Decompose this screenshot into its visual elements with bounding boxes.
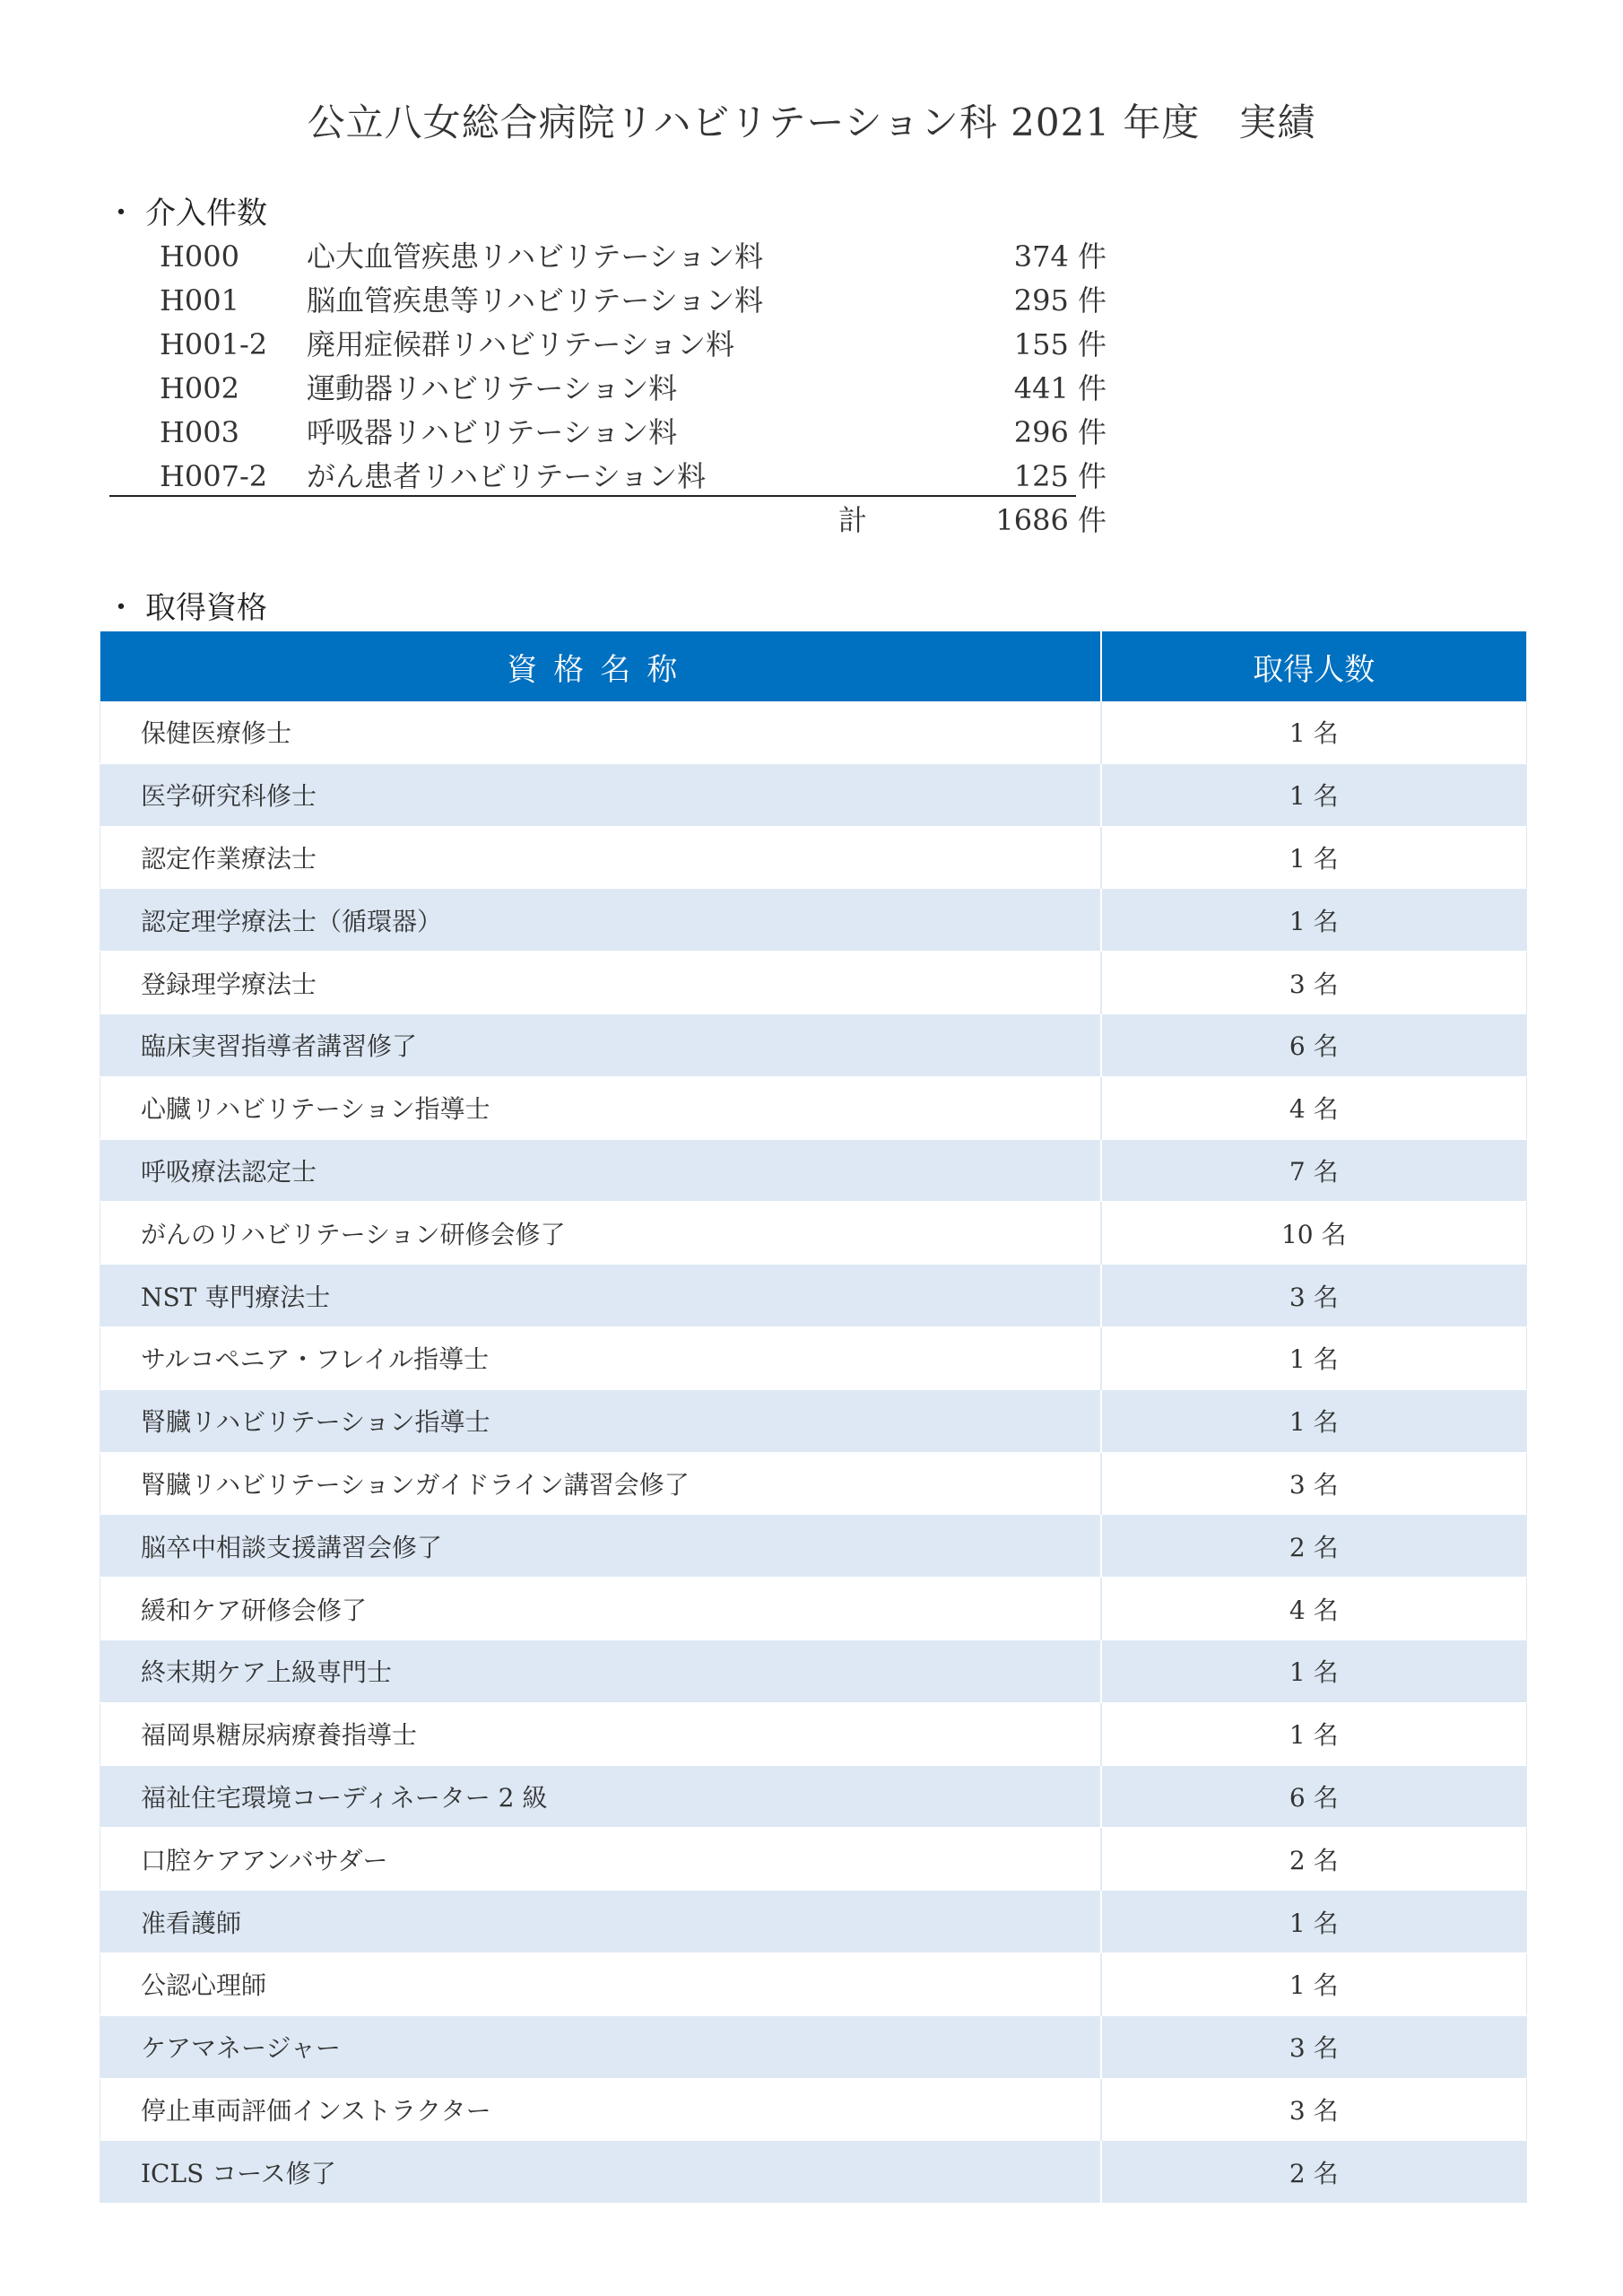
- holder-count: 3 名: [1101, 2015, 1527, 2078]
- item-name: がん患者リハビリテーション料: [307, 459, 707, 493]
- qualifications-table: [100, 631, 1527, 2204]
- table-row: [100, 1765, 1527, 1828]
- qualifications-heading-label: 取得資格: [145, 590, 267, 626]
- holder-count: 2 名: [1101, 2141, 1527, 2204]
- item-name: 廃用症候群リハビリテーション料: [307, 327, 735, 361]
- item-code: H001-2: [160, 327, 268, 361]
- holder-count: 4 名: [1101, 1076, 1527, 1139]
- qualification-name: 脳卒中相談支援講習会修了: [100, 1515, 1101, 1578]
- item-name: 心大血管疾患リハビリテーション料: [307, 239, 764, 274]
- holder-count: 7 名: [1101, 1139, 1527, 1202]
- qualification-name: 公認心理師: [100, 1952, 1101, 2015]
- holder-count: 2 名: [1101, 1828, 1527, 1891]
- qualification-name: 腎臓リハビリテーション指導士: [100, 1389, 1101, 1452]
- table-header-row: [100, 631, 1527, 701]
- list-item: [108, 323, 1107, 367]
- qualification-name: サルコペニア・フレイル指導士: [100, 1326, 1101, 1389]
- item-code: H001: [160, 283, 239, 317]
- item-value: 155 件: [1013, 327, 1107, 361]
- holder-count: 1 名: [1101, 889, 1527, 952]
- item-code: H002: [160, 371, 239, 405]
- table-row: [100, 1389, 1527, 1452]
- holder-count: 1 名: [1101, 1326, 1527, 1389]
- interventions-heading-label: 介入件数: [145, 196, 267, 231]
- qualification-name: 登録理学療法士: [100, 952, 1101, 1014]
- qualification-name: 呼吸療法認定士: [100, 1139, 1101, 1202]
- qualification-name: ICLS コース修了: [100, 2141, 1101, 2204]
- qualification-name: 心臓リハビリテーション指導士: [100, 1076, 1101, 1139]
- qualification-name: 保健医療修士: [100, 701, 1101, 763]
- item-value: 125 件: [1013, 459, 1107, 493]
- total-divider: [109, 495, 1076, 497]
- list-item: [108, 235, 1107, 279]
- qualification-name: ケアマネージャー: [100, 2015, 1101, 2078]
- holder-count: 1 名: [1101, 1891, 1527, 1953]
- table-row: [100, 1139, 1527, 1202]
- list-item: [108, 411, 1107, 455]
- holder-count: 6 名: [1101, 1765, 1527, 1828]
- qualification-name: 腎臓リハビリテーションガイドライン講習会修了: [100, 1452, 1101, 1515]
- qualification-name: 停止車両評価インストラクター: [100, 2078, 1101, 2141]
- qualification-name: 終末期ケア上級専門士: [100, 1639, 1101, 1702]
- item-value: 441 件: [1013, 371, 1107, 405]
- holder-count: 6 名: [1101, 1013, 1527, 1076]
- table-row: [100, 701, 1527, 763]
- holder-count: 3 名: [1101, 1452, 1527, 1515]
- qualification-name: 緩和ケア研修会修了: [100, 1578, 1101, 1640]
- header-qualification-name: 資格名称: [100, 631, 1101, 701]
- total-value: 1686 件: [995, 503, 1107, 537]
- table-row: [100, 1202, 1527, 1265]
- qualifications-table-body: [100, 701, 1527, 2204]
- table-row: [100, 1326, 1527, 1389]
- list-item: [108, 279, 1107, 323]
- bullet-mark: ・: [106, 196, 136, 231]
- qualification-name: 認定理学療法士（循環器）: [100, 889, 1101, 952]
- table-row: [100, 1702, 1527, 1765]
- item-value: 374 件: [1013, 239, 1107, 274]
- table-row: [100, 2078, 1527, 2141]
- table-row: [100, 1013, 1527, 1076]
- holder-count: 3 名: [1101, 2078, 1527, 2141]
- bullet-mark: ・: [106, 590, 136, 626]
- holder-count: 3 名: [1101, 952, 1527, 1014]
- holder-count: 1 名: [1101, 701, 1527, 763]
- holder-count: 1 名: [1101, 1702, 1527, 1765]
- table-row: [100, 1515, 1527, 1578]
- holder-count: 1 名: [1101, 826, 1527, 889]
- holder-count: 1 名: [1101, 763, 1527, 826]
- item-name: 脳血管疾患等リハビリテーション料: [307, 283, 764, 317]
- header-holder-count: 取得人数: [1101, 631, 1527, 701]
- qualifications-heading: [106, 583, 267, 627]
- table-row: [100, 2141, 1527, 2204]
- item-name: 呼吸器リハビリテーション料: [307, 415, 678, 449]
- table-row: [100, 889, 1527, 952]
- item-value: 296 件: [1013, 415, 1107, 449]
- item-code: H000: [160, 239, 239, 274]
- holder-count: 10 名: [1101, 1202, 1527, 1265]
- qualification-name: 医学研究科修士: [100, 763, 1101, 826]
- table-row: [100, 826, 1527, 889]
- qualification-name: NST 専門療法士: [100, 1265, 1101, 1327]
- holder-count: 1 名: [1101, 1639, 1527, 1702]
- item-value: 295 件: [1013, 283, 1107, 317]
- table-row: [100, 952, 1527, 1014]
- qualification-name: 口腔ケアアンバサダー: [100, 1828, 1101, 1891]
- table-row: [100, 1076, 1527, 1139]
- table-row: [100, 1828, 1527, 1891]
- table-row: [100, 1578, 1527, 1640]
- qualification-name: 認定作業療法士: [100, 826, 1101, 889]
- item-name: 運動器リハビリテーション料: [307, 371, 678, 405]
- qualification-name: 准看護師: [100, 1891, 1101, 1953]
- table-row: [100, 1891, 1527, 1953]
- list-item: [108, 367, 1107, 411]
- holder-count: 2 名: [1101, 1515, 1527, 1578]
- interventions-heading: [106, 188, 267, 232]
- item-code: H003: [160, 415, 239, 449]
- qualification-name: 福祉住宅環境コーディネーター 2 級: [100, 1765, 1101, 1828]
- table-row: [100, 1952, 1527, 2015]
- holder-count: 1 名: [1101, 1952, 1527, 2015]
- holder-count: 3 名: [1101, 1265, 1527, 1327]
- item-code: H007-2: [160, 459, 268, 493]
- holder-count: 4 名: [1101, 1578, 1527, 1640]
- total-label: 計: [838, 503, 868, 537]
- table-row: [100, 1265, 1527, 1327]
- interventions-list: [108, 235, 1107, 499]
- holder-count: 1 名: [1101, 1389, 1527, 1452]
- table-row: [100, 1639, 1527, 1702]
- page-title: 公立八女総合病院リハビリテーション科 2021 年度 実績: [307, 100, 1316, 144]
- table-row: [100, 763, 1527, 826]
- qualification-name: 福岡県糖尿病療養指導士: [100, 1702, 1101, 1765]
- table-row: [100, 2015, 1527, 2078]
- qualification-name: 臨床実習指導者講習修了: [100, 1013, 1101, 1076]
- total-row: [108, 498, 1107, 543]
- qualification-name: がんのリハビリテーション研修会修了: [100, 1202, 1101, 1265]
- list-item: [108, 455, 1107, 499]
- table-row: [100, 1452, 1527, 1515]
